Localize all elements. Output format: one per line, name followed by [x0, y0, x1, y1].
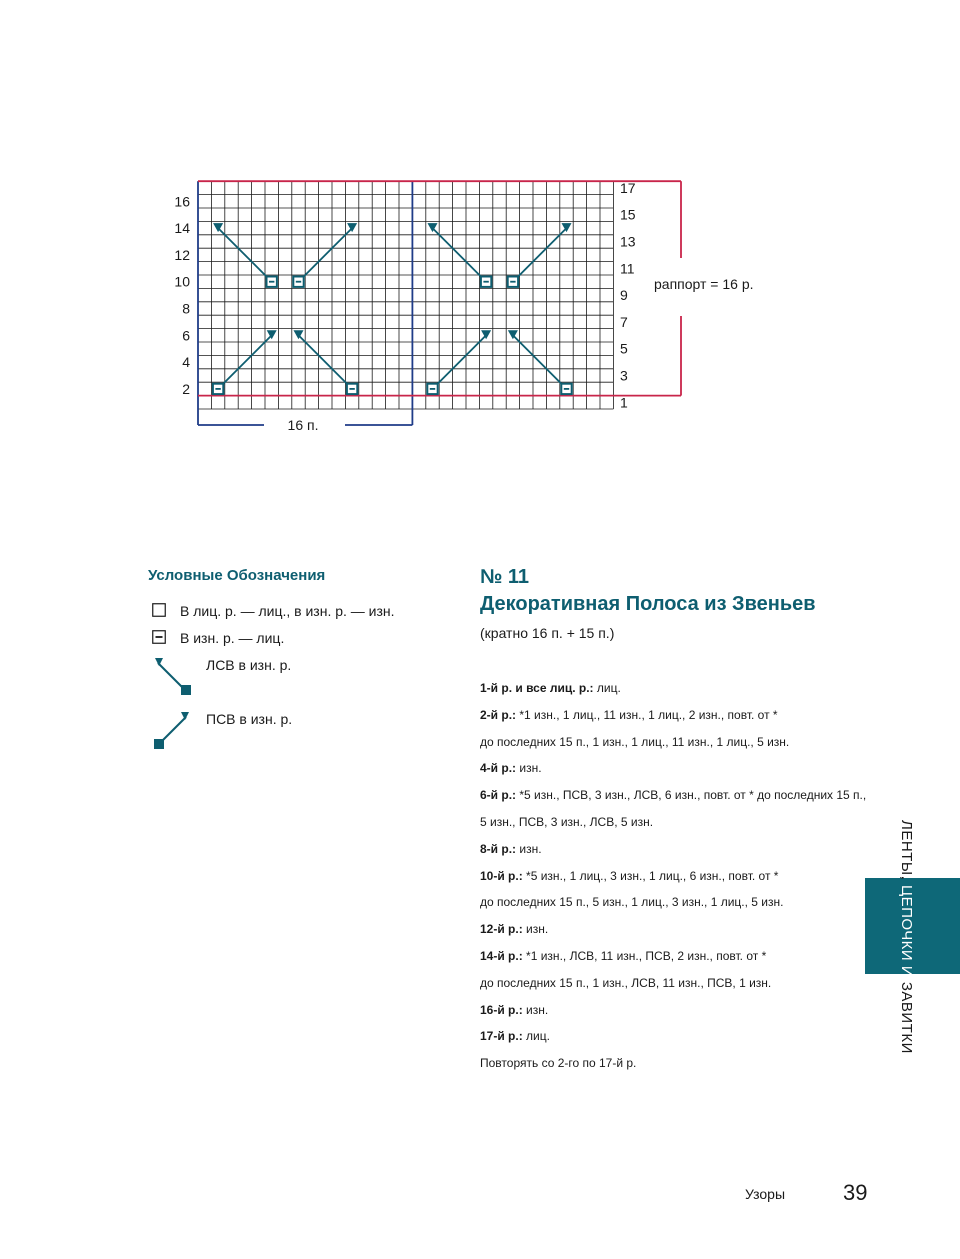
empty-square-icon	[152, 603, 166, 617]
instruction-text: изн.	[522, 922, 549, 937]
pattern-title: Декоративная Полоса из Звеньев	[480, 593, 816, 615]
instruction-text: до последних 15 п., 1 изн., ЛСВ, 11 изн., ПСВ, 1 изн.	[480, 975, 772, 990]
cross-stitch-line	[299, 335, 353, 389]
instruction-line	[480, 868, 860, 895]
instruction-line	[480, 787, 867, 814]
instruction-line	[480, 680, 860, 707]
row-label-right: 3	[620, 367, 628, 384]
instruction-text: лиц.	[522, 1029, 550, 1044]
section-tab-label-part2: ЦЕПОЧКИ И	[898, 884, 915, 982]
instruction-label: 10-й р.:	[480, 868, 523, 883]
instruction-text: изн.	[522, 1002, 549, 1017]
instruction-text: Повторять со 2-го по 17-й р.	[480, 1056, 637, 1071]
row-label-left: 8	[182, 300, 190, 317]
instructions	[480, 680, 867, 1082]
row-label-right: 7	[620, 313, 628, 330]
cross-stitch-line	[513, 228, 567, 282]
instruction-line	[480, 975, 860, 1002]
instruction-line	[480, 894, 860, 921]
row-repeat-label: раппорт = 16 р.	[654, 276, 754, 292]
instruction-line	[480, 1002, 860, 1029]
instruction-text: до последних 15 п., 5 изн., 1 лиц., 3 изн., 1 лиц., 5 изн.	[480, 895, 784, 910]
legend-item-purl: В изн. р. — лиц.	[180, 630, 285, 646]
instruction-line	[480, 734, 860, 761]
legend-title: Условные Обозначения	[148, 567, 326, 584]
row-label-left: 4	[182, 354, 190, 371]
instruction-label: 17-й р.:	[480, 1029, 523, 1044]
legend-item-knit: В лиц. р. — лиц., в изн. р. — изн.	[180, 603, 395, 619]
instruction-line	[480, 1028, 860, 1055]
instruction-label: 8-й р.:	[480, 841, 517, 856]
footer-section: Узоры	[745, 1186, 786, 1202]
instruction-label: 6-й р.:	[480, 788, 517, 803]
instruction-label: 4-й р.:	[480, 761, 517, 776]
pattern-subtitle: (кратно 16 п. + 15 п.)	[480, 625, 615, 641]
page-number: 39	[843, 1180, 868, 1205]
instruction-label: 14-й р.:	[480, 948, 523, 963]
row-label-right: 9	[620, 287, 628, 304]
instruction-line	[480, 921, 860, 948]
instruction-line	[480, 707, 860, 734]
minus-square-icon	[152, 630, 166, 644]
row-label-right: 17	[620, 179, 636, 196]
instruction-text: *5 изн., 1 лиц., 3 изн., 1 лиц., 6 изн., повт. от *	[522, 868, 779, 883]
cross-stitch-line	[513, 335, 567, 389]
instruction-text: 5 изн., ПСВ, 3 изн., ЛСВ, 5 изн.	[480, 814, 654, 829]
left-cross-icon	[150, 655, 196, 697]
row-label-left: 12	[174, 246, 190, 263]
row-label-left: 16	[174, 193, 190, 210]
row-label-left: 6	[182, 327, 190, 344]
instruction-line	[480, 841, 860, 868]
instruction-text: *1 изн., 1 лиц., 11 изн., 1 лиц., 2 изн., повт. от *	[516, 707, 778, 722]
legend-item-lsv: ЛСВ в изн. р.	[206, 657, 292, 673]
row-label-right: 15	[620, 206, 636, 223]
cross-stitch-line	[433, 228, 487, 282]
stitch-repeat-label: 16 п.	[287, 417, 319, 433]
instruction-line	[480, 1055, 860, 1082]
instruction-text: лиц.	[593, 681, 621, 695]
instruction-line	[480, 948, 860, 975]
row-label-left: 2	[182, 380, 190, 397]
row-label-right: 5	[620, 340, 628, 357]
cross-stitch-line	[218, 228, 272, 282]
instruction-text: *1 изн., ЛСВ, 11 изн., ПСВ, 2 изн., повт. от *	[522, 948, 767, 963]
cross-stitch-line	[299, 228, 353, 282]
row-label-left: 14	[174, 220, 190, 237]
instruction-text: *5 изн., ПСВ, 3 изн., ЛСВ, 6 изн., повт. от * до последних 15 п.,	[516, 788, 867, 803]
row-label-left: 10	[174, 273, 190, 290]
instruction-label: 1-й р. и все лиц. р.:	[480, 681, 594, 695]
knitting-chart	[0, 0, 960, 460]
instruction-text: изн.	[516, 841, 542, 856]
instruction-text: до последних 15 п., 1 изн., 1 лиц., 11 изн., 1 лиц., 5 изн.	[480, 734, 790, 749]
row-label-right: 13	[620, 233, 636, 250]
section-tab-label-part1: ЛЕНТЫ,	[898, 820, 915, 885]
instruction-line	[480, 814, 860, 841]
cross-stitch-line	[218, 335, 272, 389]
section-tab-label	[885, 820, 915, 1054]
instruction-text: изн.	[516, 761, 542, 776]
instruction-label: 16-й р.:	[480, 1002, 523, 1017]
legend-item-psv: ПСВ в изн. р.	[206, 711, 293, 727]
right-cross-icon	[150, 709, 196, 751]
cross-stitch-line	[433, 335, 487, 389]
row-label-right: 11	[620, 260, 635, 277]
pattern-number: № 11	[480, 566, 529, 588]
row-label-right: 1	[620, 394, 628, 411]
section-tab-label-part3: ЗАВИТКИ	[898, 981, 915, 1054]
instruction-label: 12-й р.:	[480, 922, 523, 937]
instruction-label: 2-й р.:	[480, 707, 517, 722]
instruction-line	[480, 760, 860, 787]
